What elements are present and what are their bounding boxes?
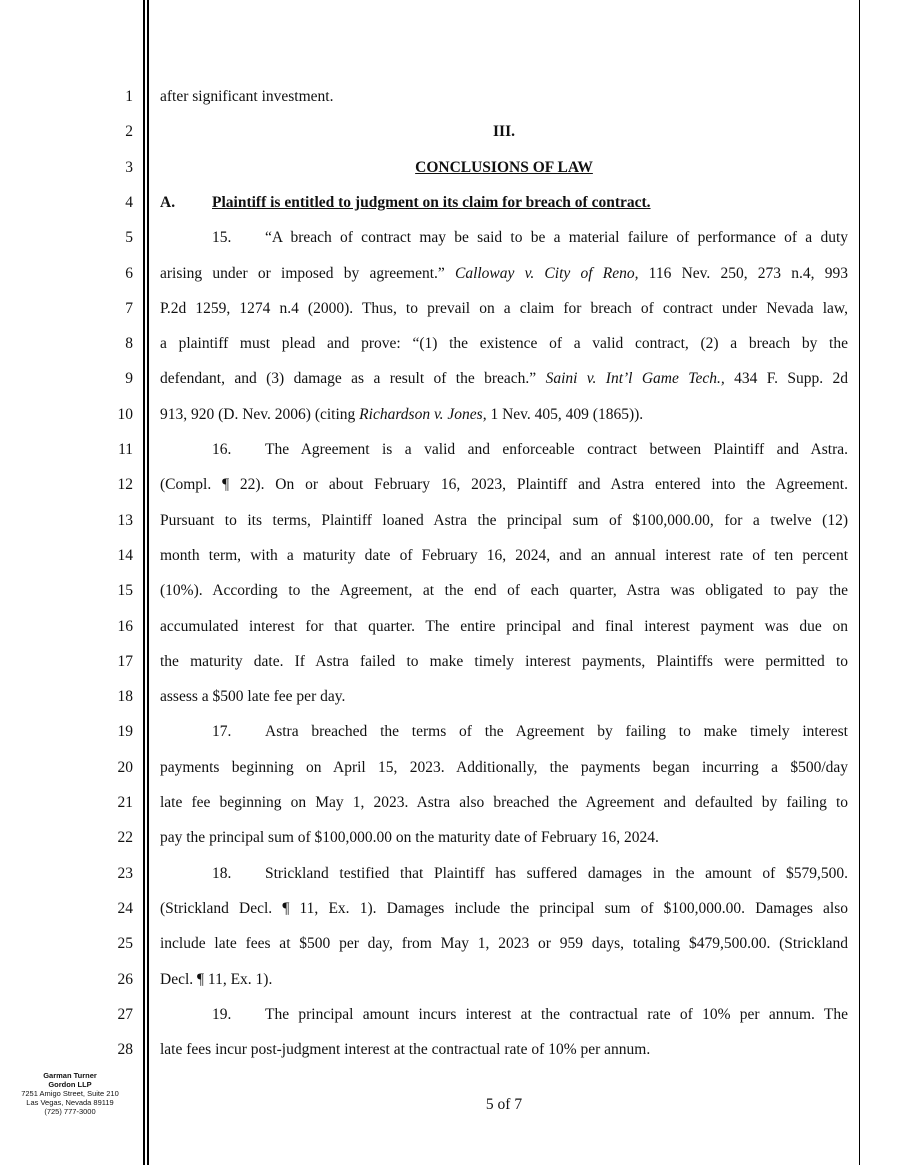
firm-phone: (725) 777-3000	[44, 1107, 96, 1116]
text-segment: arising under or imposed by agreement.”	[160, 264, 455, 282]
text-line	[160, 722, 848, 742]
text-line	[160, 440, 848, 460]
line-number: 21	[117, 794, 133, 811]
text-line	[160, 687, 848, 707]
line-number: 13	[117, 511, 133, 529]
text-line	[160, 122, 848, 142]
text-segment: pay the principal sum of $100,000.00 on the maturity date of February 16, 2024.	[160, 829, 659, 847]
text-line	[160, 1005, 848, 1025]
text-segment: month term, with a maturity date of February 16, 2024, and an annual interest rate of ten percent	[160, 546, 848, 564]
text-line	[160, 369, 848, 389]
case-citation: Richardson v. Jones,	[359, 405, 487, 423]
text-segment: 434 F. Supp. 2d	[724, 370, 848, 388]
text-segment: a plaintiff must plead and prove: “(1) the existence of a valid contract, (2) a breach by the	[160, 335, 848, 353]
text-line	[160, 758, 848, 778]
text-line	[160, 405, 848, 425]
text-segment: accumulated interest for that quarter. The entire principal and final interest payment was due on	[160, 617, 848, 635]
text-line	[160, 546, 848, 566]
firm-footer	[0, 1071, 140, 1116]
line-number: 7	[125, 299, 133, 317]
line-number: 17	[117, 652, 133, 670]
text-segment: 913, 920 (D. Nev. 2006) (citing	[160, 405, 360, 423]
line-number: 14	[117, 546, 133, 564]
line-number: 24	[117, 899, 133, 917]
line-number: 9	[125, 370, 133, 388]
text-line	[160, 475, 848, 495]
left-margin-rule-outer	[143, 0, 145, 1165]
line-number: 20	[117, 758, 133, 776]
text-line	[160, 899, 848, 919]
firm-name-2: Gordon LLP	[48, 1080, 92, 1089]
line-number: 18	[117, 688, 133, 706]
text-line	[160, 652, 848, 672]
text-segment: P.2d 1259, 1274 n.4 (2000). Thus, to prevail on a claim for breach of contract under Nevada law,	[160, 299, 848, 317]
case-citation: Calloway v. City of Reno,	[454, 264, 639, 282]
line-number: 2	[125, 123, 133, 141]
text-segment: late fee beginning on May 1, 2023. Astra also breached the Agreement and defaulted by failing to	[160, 794, 848, 811]
line-number: 23	[117, 864, 133, 882]
text-segment: (Strickland Decl. ¶ 11, Ex. 1). Damages include the principal sum of $100,000.00. Damages also	[160, 899, 848, 917]
section-heading	[212, 193, 651, 213]
text-line	[160, 264, 848, 284]
text-segment: include late fees at $500 per day, from May 1, 2023 or 959 days, totaling $479,500.00. (Strickland	[160, 935, 848, 953]
firm-name-1: Garman Turner	[43, 1071, 97, 1080]
page-number: 5 of 7	[485, 1096, 523, 1113]
text-line	[160, 511, 848, 531]
paragraph-number: 15.	[212, 229, 232, 247]
text-segment: Strickland testified that Plaintiff has suffered damages in the amount of $579,500.	[265, 864, 848, 882]
text-line	[160, 793, 848, 813]
text-line	[160, 158, 848, 178]
text-segment: 116 Nev. 250, 273 n.4, 993	[638, 264, 848, 282]
text-line	[160, 1040, 848, 1060]
text-segment: The principal amount incurs interest at the contractual rate of 10% per annum. The	[265, 1005, 848, 1023]
text-segment: after significant investment.	[160, 88, 334, 105]
text-segment: (Compl. ¶ 22). On or about February 16, 2023, Plaintiff and Astra entered into the Agreement.	[160, 476, 848, 494]
line-number: 3	[125, 158, 133, 176]
text-segment: CONCLUSIONS OF LAW	[415, 158, 593, 176]
text-segment: defendant, and (3) damage as a result of the breach.”	[160, 370, 546, 388]
section-label: A.	[160, 193, 176, 211]
paragraph-number: 17.	[212, 723, 232, 741]
text-line	[160, 87, 848, 107]
line-number: 5	[125, 229, 133, 247]
text-segment: Plaintiff is entitled to judgment on its claim for breach of contract.	[212, 193, 651, 211]
paragraph-number: 19.	[212, 1005, 232, 1023]
paragraph-number: 16.	[212, 441, 232, 458]
text-segment: the maturity date. If Astra failed to make timely interest payments, Plaintiffs were permitted to	[160, 652, 848, 670]
text-segment: Astra breached the terms of the Agreement by failing to make timely interest	[265, 723, 848, 741]
line-number: 15	[117, 582, 133, 600]
line-number: 4	[125, 193, 133, 211]
text-line	[160, 828, 848, 848]
text-segment: “A breach of contract may be said to be a material failure of performance of a duty	[265, 229, 848, 247]
text-segment: payments beginning on April 15, 2023. Additionally, the payments began incurring a $500/day	[160, 758, 848, 776]
text-line	[160, 228, 848, 248]
text-line	[160, 581, 848, 601]
line-number: 27	[117, 1005, 133, 1023]
text-segment: The Agreement is a valid and enforceable contract between Plaintiff and Astra.	[265, 441, 848, 458]
text-line	[160, 864, 848, 884]
text-line	[160, 299, 848, 319]
text-line	[160, 970, 848, 990]
text-segment: III.	[493, 123, 515, 141]
right-margin-rule	[859, 0, 860, 1165]
text-segment: assess a $500 late fee per day.	[160, 688, 346, 706]
text-segment: 1 Nev. 405, 409 (1865)).	[486, 405, 644, 423]
text-segment: Pursuant to its terms, Plaintiff loaned Astra the principal sum of $100,000.00, for a twelve (12)	[160, 511, 848, 529]
left-margin-rule-inner	[147, 0, 149, 1165]
line-number: 25	[117, 935, 133, 953]
text-line	[160, 617, 848, 637]
text-segment: (10%). According to the Agreement, at the end of each quarter, Astra was obligated to pay the	[160, 582, 848, 600]
text-line	[160, 193, 848, 213]
line-number: 11	[118, 441, 133, 458]
case-citation: Saini v. Int’l Game Tech.,	[545, 370, 725, 388]
line-number: 16	[117, 617, 133, 635]
text-segment: late fees incur post-judgment interest at the contractual rate of 10% per annum.	[160, 1041, 651, 1059]
firm-address-2: Las Vegas, Nevada 89119	[26, 1098, 114, 1107]
line-number: 6	[125, 264, 133, 282]
line-number: 10	[117, 405, 133, 423]
line-number: 8	[125, 335, 133, 353]
text-line	[160, 334, 848, 354]
text-line	[160, 934, 848, 954]
line-number: 1	[125, 88, 133, 105]
firm-address-1: 7251 Amigo Street, Suite 210	[21, 1089, 119, 1098]
line-number: 19	[117, 723, 133, 741]
paragraph-number: 18.	[212, 864, 232, 882]
line-number: 26	[117, 970, 133, 988]
line-number: 12	[117, 476, 133, 494]
line-number: 22	[117, 829, 133, 847]
line-number: 28	[117, 1041, 133, 1059]
text-segment: Decl. ¶ 11, Ex. 1).	[160, 970, 273, 988]
